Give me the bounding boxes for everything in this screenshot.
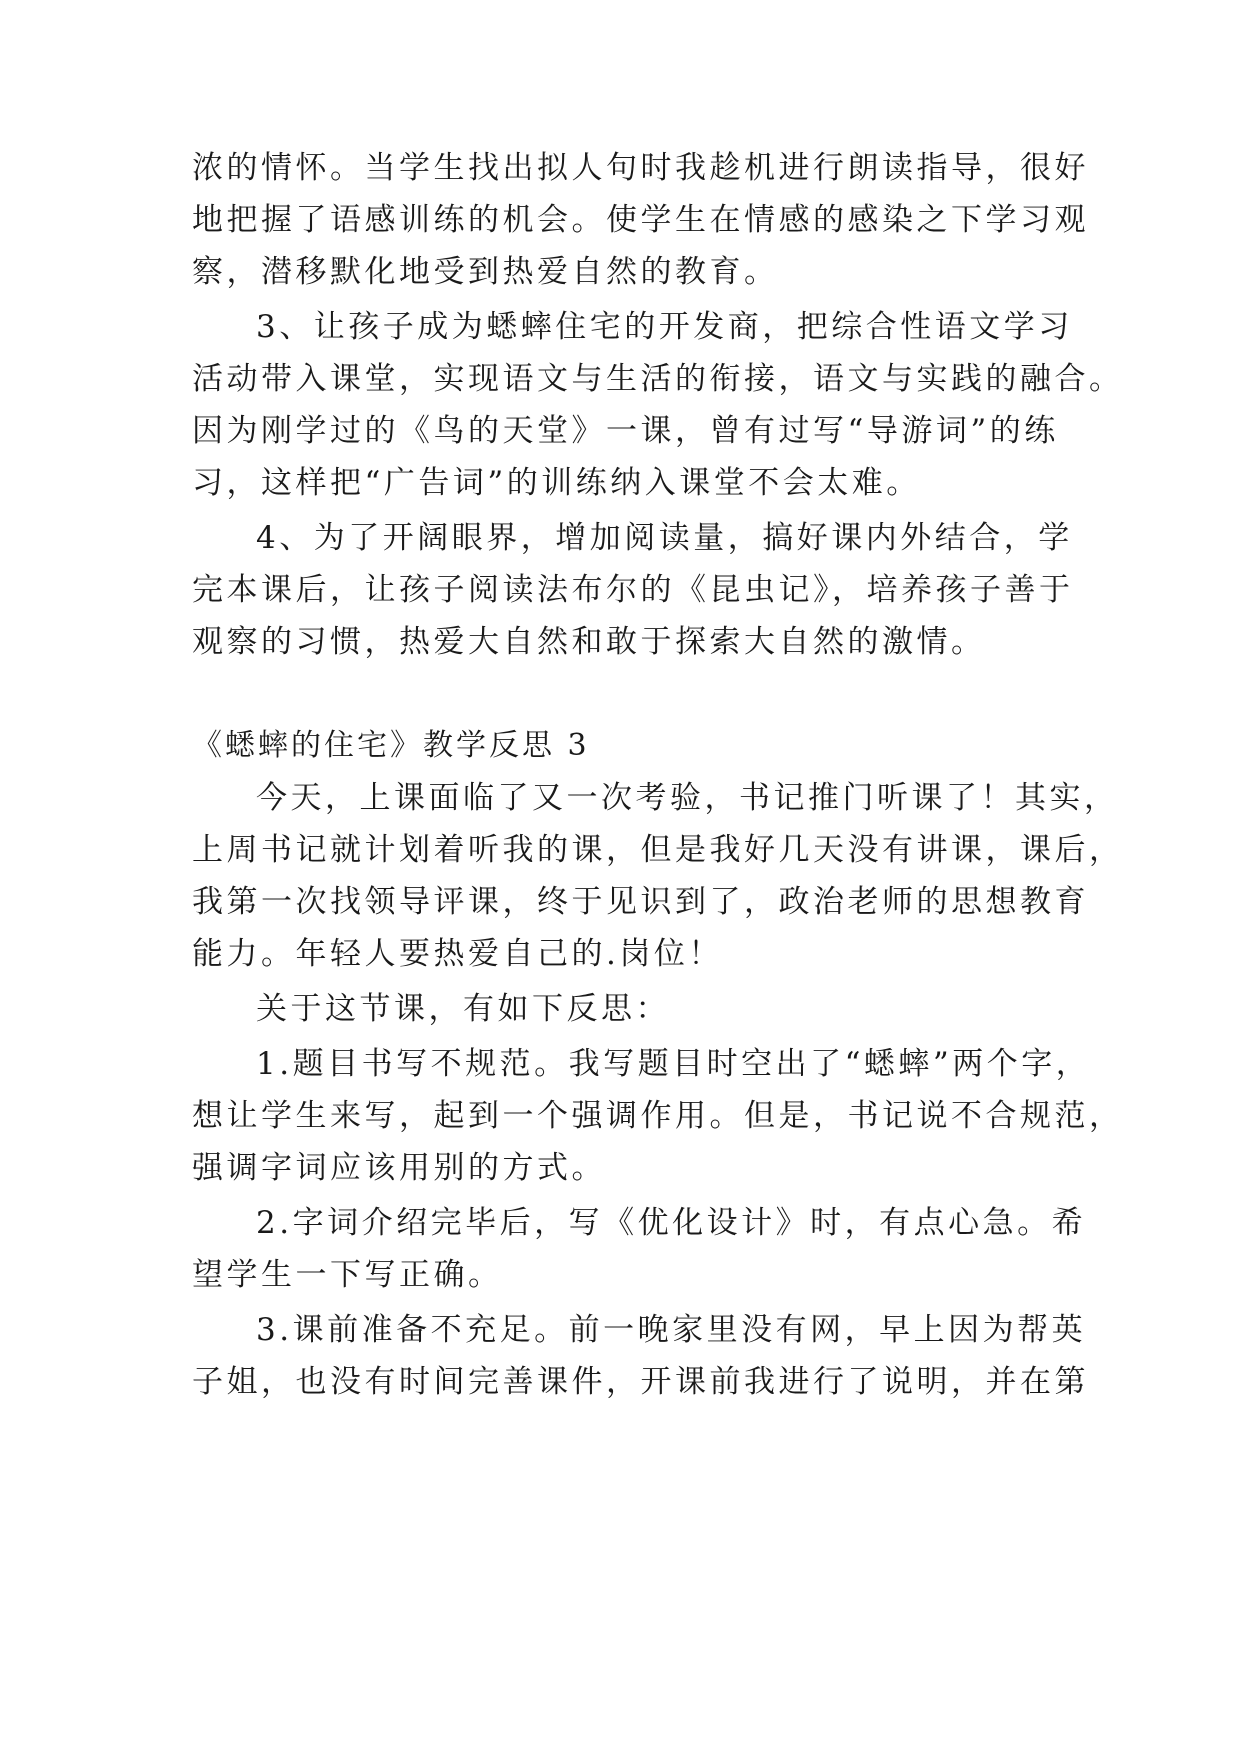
paragraph-line: 能力。年轻人要热爱自己的.岗位！ [192, 936, 723, 972]
paragraph-line: 2.字词介绍完毕后，写《优化设计》时，有点心急。希 [256, 1205, 1087, 1241]
paragraph-line: 因为刚学过的《鸟的天堂》一课，曾有过写“导游词”的练 [192, 413, 1059, 449]
paragraph-line: 我第一次找领导评课，终于见识到了，政治老师的思想教育 [192, 884, 1089, 920]
paragraph-line: 观察的习惯，热爱大自然和敢于探索大自然的激情。 [192, 624, 986, 660]
paragraph-line: 察，潜移默化地受到热爱自然的教育。 [192, 254, 779, 290]
paragraph-line: 地把握了语感训练的机会。使学生在情感的感染之下学习观 [192, 202, 1089, 238]
paragraph-line: 强调字词应该用别的方式。 [192, 1150, 606, 1186]
section-heading: 《蟋蟀的住宅》教学反思 3 [192, 728, 590, 763]
paragraph-line: 上周书记就计划着听我的课，但是我好几天没有讲课，课后， [192, 832, 1124, 868]
paragraph-line: 习，这样把“广告词”的训练纳入课堂不会太难。 [192, 465, 921, 501]
paragraph-line: 3.课前准备不充足。前一晚家里没有网，早上因为帮英 [256, 1312, 1087, 1348]
paragraph-line: 想让学生来写，起到一个强调作用。但是，书记说不合规范， [192, 1098, 1124, 1134]
paragraph-line: 活动带入课堂，实现语文与生活的衔接，语文与实践的融合。 [192, 361, 1124, 397]
paragraph-line: 今天，上课面临了又一次考验，书记推门听课了！其实， [256, 780, 1119, 816]
paragraph-line: 望学生一下写正确。 [192, 1257, 503, 1293]
paragraph-line: 4、为了开阔眼界，增加阅读量，搞好课内外结合，学 [256, 520, 1073, 556]
paragraph-line: 完本课后，让孩子阅读法布尔的《昆虫记》，培养孩子善于 [192, 572, 1074, 608]
paragraph-line: 关于这节课，有如下反思： [256, 991, 670, 1027]
paragraph-line: 子姐，也没有时间完善课件，开课前我进行了说明，并在第 [192, 1364, 1089, 1400]
paragraph-line: 浓的情怀。当学生找出拟人句时我趁机进行朗读指导，很好 [192, 150, 1089, 186]
paragraph-line: 1.题目书写不规范。我写题目时空出了“蟋蟀”两个字， [256, 1046, 1091, 1082]
paragraph-line: 3、让孩子成为蟋蟀住宅的开发商，把综合性语文学习 [256, 309, 1073, 345]
